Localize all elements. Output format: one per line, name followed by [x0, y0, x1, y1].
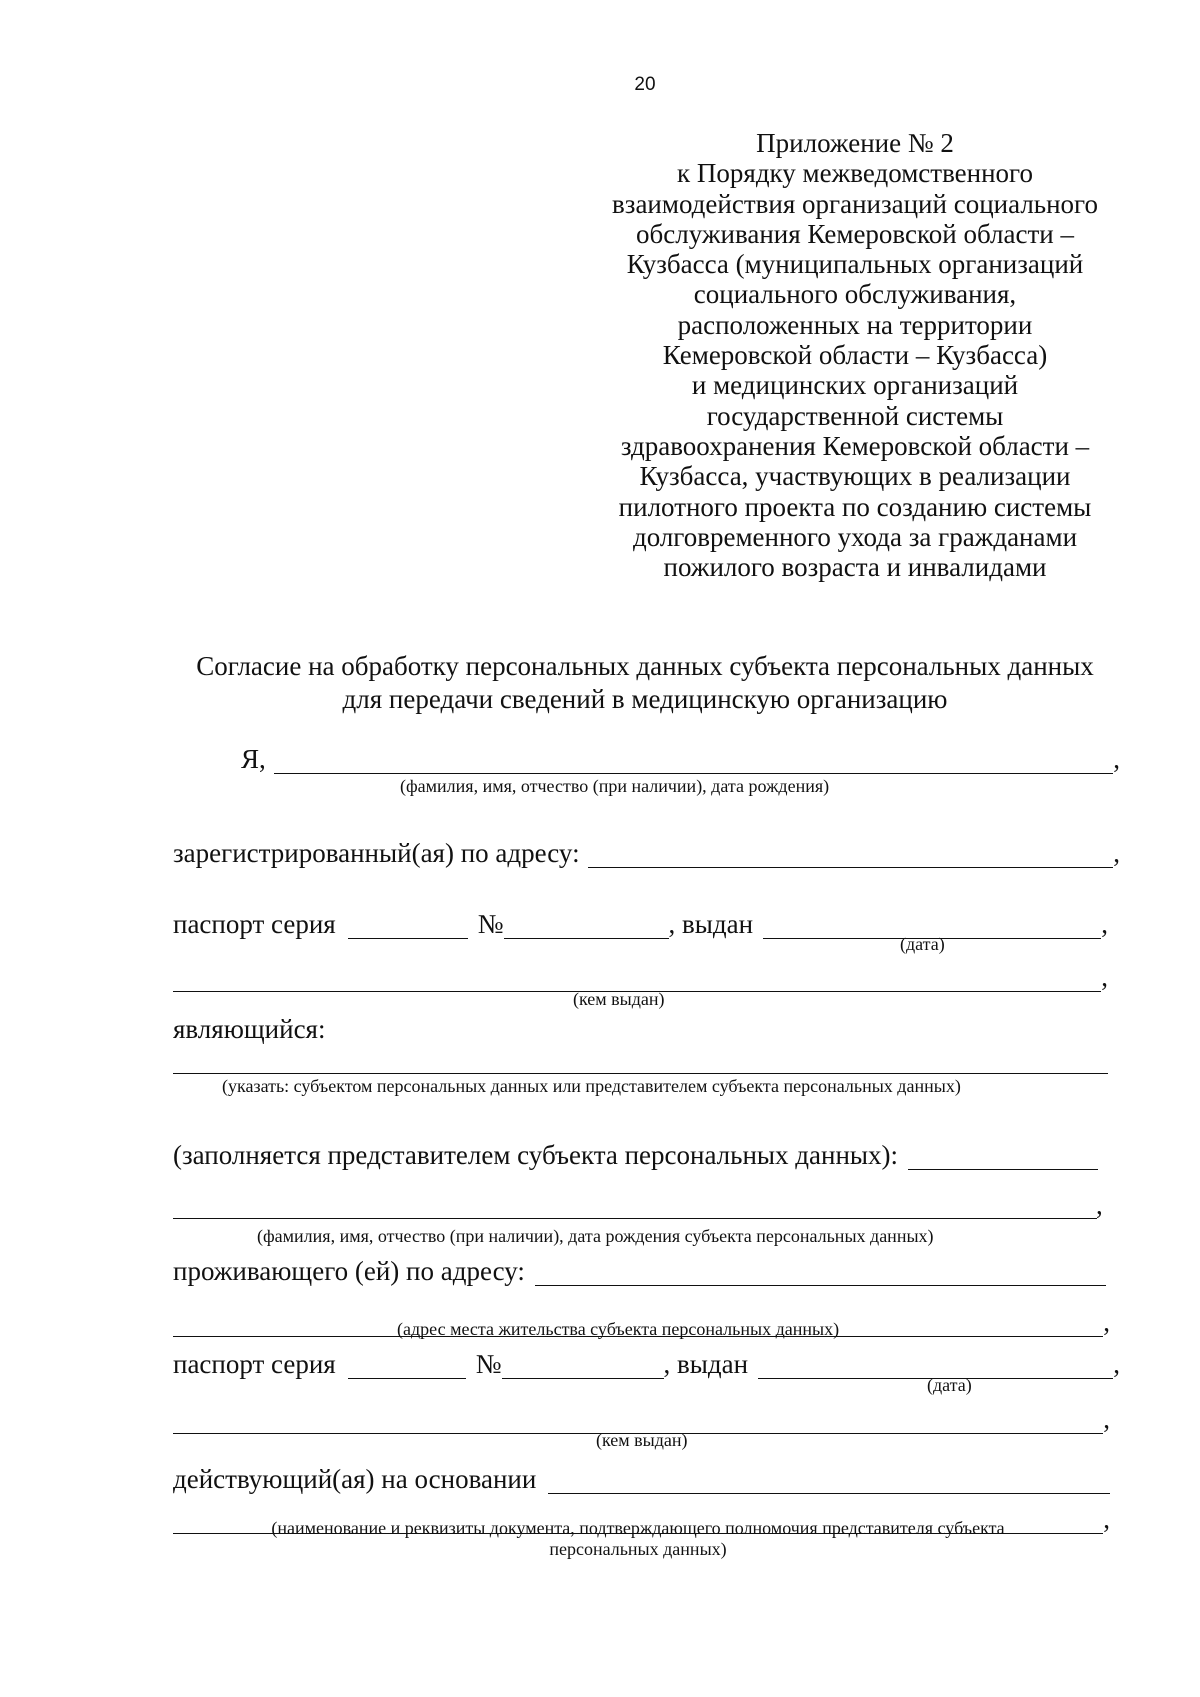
document-title — [150, 650, 1140, 716]
issued-by-field-1[interactable] — [173, 965, 1101, 992]
acting-comma: , — [1103, 1504, 1110, 1534]
number-sign: № — [477, 909, 504, 939]
being-line-row — [173, 1040, 1108, 1074]
appendix-line: долговременного ухода за гражданами — [632, 521, 1078, 552]
appendix-line: Приложение № 2 — [756, 128, 954, 158]
passport-number-field-2[interactable] — [502, 1352, 664, 1379]
appendix-line: социального обслуживания, — [693, 279, 1017, 310]
residing-row — [173, 1252, 1106, 1286]
passport-series-field[interactable] — [348, 912, 468, 939]
issued-by-comma-1: , — [1101, 962, 1108, 992]
passport-number-field[interactable] — [504, 912, 669, 939]
representative-row — [173, 1136, 1098, 1170]
registered-label: зарегистрированный(ая) по адресу: — [173, 838, 580, 868]
appendix-line: к Порядку межведомственного — [677, 158, 1033, 189]
page-number: 20 — [634, 74, 656, 95]
registered-comma: , — [1113, 838, 1120, 868]
appendix-header — [575, 128, 1135, 582]
ya-label: Я, — [241, 744, 266, 774]
appendix-line: обслуживания Кемеровской области – — [636, 218, 1074, 249]
residing-label: проживающего (ей) по адресу: — [173, 1256, 525, 1286]
fio-row — [173, 740, 1120, 774]
appendix-line: здравоохранения Кемеровской области – — [620, 430, 1090, 461]
being-caption: (указать: субъектом персональных данных или представителем субъекта персональных данных) — [222, 1076, 961, 1096]
residing-address-field[interactable] — [535, 1259, 1106, 1286]
issued-by-row-2 — [173, 1400, 1110, 1434]
registered-address-field[interactable] — [588, 841, 1114, 868]
title-line-1: Согласие на обработку персональных данных субъекта персональных данных — [196, 651, 1094, 681]
being-row — [173, 1010, 1120, 1044]
appendix-line: пилотного проекта по созданию системы — [618, 491, 1092, 522]
date-caption-1: (дата) — [900, 934, 945, 954]
acting-label: действующий(ая) на основании — [173, 1464, 537, 1494]
passport-row-1 — [173, 905, 1108, 939]
rep-fio-comma: , — [1096, 1190, 1103, 1220]
appendix-line: Кузбасса (муниципальных организаций — [626, 249, 1084, 280]
fio-comma: , — [1113, 744, 1120, 774]
residence-comma: , — [1103, 1307, 1110, 1337]
passport-comma-1: , — [1101, 909, 1108, 939]
residence-caption: (адрес места жительства субъекта персональных данных) — [397, 1319, 840, 1339]
issued-by-caption-1: (кем выдан) — [573, 989, 665, 1009]
doc-caption — [173, 1518, 1103, 1560]
being-field[interactable] — [173, 1047, 1108, 1074]
appendix-line: Кузбасса, участвующих в реализации — [639, 461, 1071, 492]
issued-label: , выдан — [668, 909, 754, 939]
issued-label-2: , выдан — [663, 1349, 749, 1379]
appendix-line: и медицинских организаций — [691, 370, 1019, 401]
appendix-line: пожилого возраста и инвалидами — [663, 552, 1047, 583]
rep-fio-field[interactable] — [173, 1192, 1097, 1219]
being-label: являющийся: — [173, 1014, 326, 1044]
registered-row — [173, 834, 1120, 868]
issued-by-caption-2: (кем выдан) — [596, 1430, 688, 1450]
date-caption-2: (дата) — [927, 1375, 972, 1395]
rep-fio-row — [173, 1185, 1097, 1219]
passport-series-field-2[interactable] — [348, 1352, 466, 1379]
representative-field[interactable] — [908, 1143, 1098, 1170]
issued-by-comma-2: , — [1103, 1404, 1110, 1434]
issued-by-row-1 — [173, 958, 1108, 992]
passport-comma-2: , — [1113, 1349, 1120, 1379]
rep-fio-caption: (фамилия, имя, отчество (при наличии), дата рождения субъекта персональных данных) — [257, 1226, 934, 1246]
appendix-line: расположенных на территории — [677, 309, 1033, 340]
passport-series-label: паспорт серия — [173, 909, 336, 939]
appendix-line: государственной системы — [706, 400, 1004, 431]
fio-field[interactable] — [274, 747, 1113, 774]
appendix-line: Кемеровской области – Кузбасса) — [662, 340, 1048, 371]
acting-row — [173, 1460, 1110, 1494]
doc-caption-line-1: (наименование и реквизиты документа, подтверждающего полномочия представителя субъекта — [271, 1518, 1005, 1538]
number-sign-2: № — [475, 1349, 502, 1379]
fio-caption: (фамилия, имя, отчество (при наличии), дата рождения) — [400, 776, 830, 796]
doc-caption-line-2: персональных данных) — [549, 1539, 727, 1559]
passport-row-2 — [173, 1345, 1120, 1379]
acting-basis-field[interactable] — [548, 1467, 1110, 1494]
representative-label: (заполняется представителем субъекта персональных данных): — [173, 1140, 899, 1170]
appendix-line: взаимодействия организаций социального — [612, 188, 1098, 219]
title-line-2: для передачи сведений в медицинскую организацию — [342, 684, 948, 714]
passport-series-label-2: паспорт серия — [173, 1349, 336, 1379]
